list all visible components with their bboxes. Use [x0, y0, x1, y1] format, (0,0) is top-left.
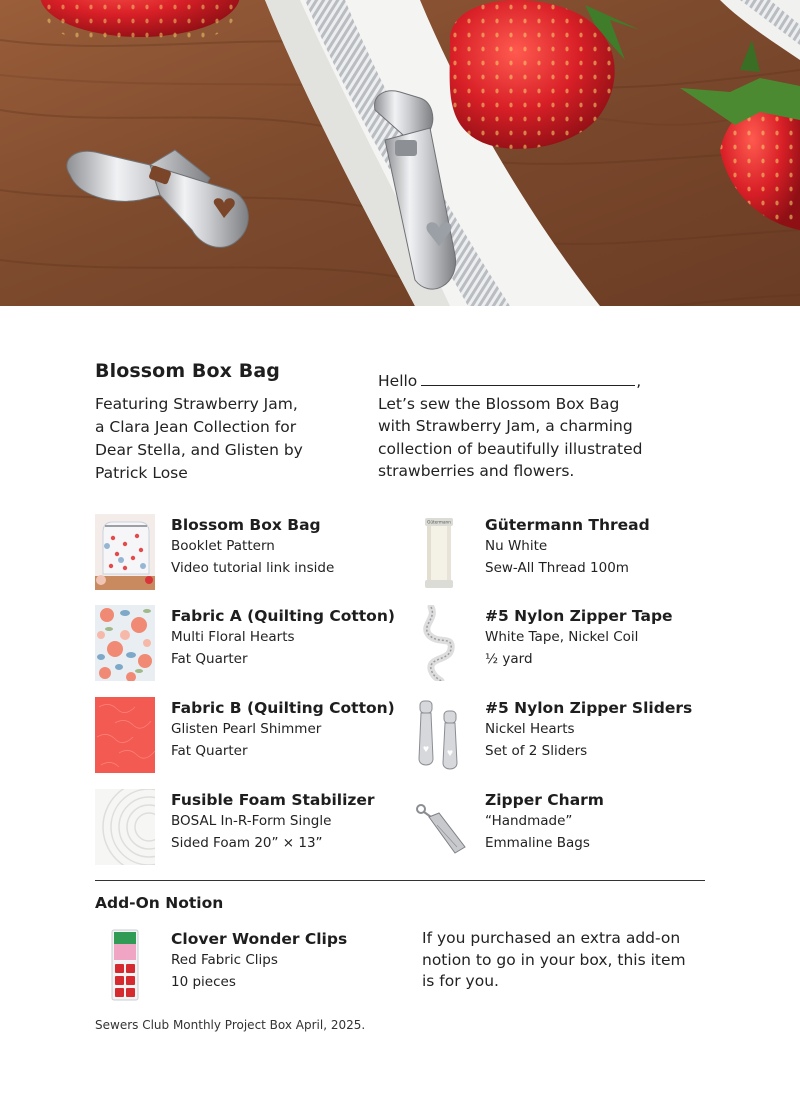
greeting-message — [378, 370, 718, 483]
message-line: collection of beautifully illustrated — [378, 439, 643, 458]
greeting-comma: , — [636, 372, 642, 390]
item-title: Gütermann Thread — [485, 516, 650, 534]
item-text — [171, 697, 411, 762]
item-gutermann-thread — [409, 514, 719, 594]
addon-note — [422, 928, 722, 993]
hero-photo — [0, 0, 800, 306]
item-text — [485, 789, 725, 854]
coral-fabric-icon — [95, 697, 155, 773]
section-divider — [95, 880, 705, 881]
footer-note: Sewers Club Monthly Project Box April, 2025. — [95, 1018, 366, 1032]
message-line: strawberries and flowers. — [378, 462, 575, 481]
item-title: Fusible Foam Stabilizer — [171, 791, 375, 809]
item-text — [171, 928, 411, 993]
addon-heading: Add-On Notion — [95, 894, 224, 912]
item-text — [171, 605, 411, 670]
item-text — [485, 697, 725, 762]
item-foam-stabilizer — [95, 789, 405, 869]
item-detail: 10 pieces — [171, 973, 236, 990]
item-detail: Fat Quarter — [171, 742, 248, 759]
item-title: Blossom Box Bag — [171, 516, 321, 534]
foam-roll-icon — [95, 789, 155, 865]
item-detail: Sew-All Thread 100m — [485, 559, 629, 576]
item-title: Fabric A (Quilting Cotton) — [171, 607, 395, 625]
intro-left — [95, 360, 355, 485]
item-detail: Video tutorial link inside — [171, 559, 335, 576]
item-zipper-sliders — [409, 697, 719, 777]
greeting-line — [378, 370, 718, 393]
item-title: #5 Nylon Zipper Tape — [485, 607, 673, 625]
subtitle-line: Patrick Lose — [95, 464, 188, 482]
item-detail: Red Fabric Clips — [171, 952, 278, 968]
item-blossom-box-bag — [95, 514, 405, 594]
addon-note-line: If you purchased an extra add-on — [422, 929, 681, 947]
item-detail: Multi Floral Hearts — [171, 629, 295, 645]
message-line: Let’s sew the Blossom Box Bag — [378, 394, 620, 413]
item-title: #5 Nylon Zipper Sliders — [485, 699, 693, 717]
item-wonder-clips — [95, 928, 405, 1008]
item-fabric-a — [95, 605, 405, 685]
item-detail: Glisten Pearl Shimmer — [171, 721, 322, 737]
addon-note-line: notion to go in your box, this item — [422, 950, 686, 969]
hero-photo-illustration — [0, 0, 800, 306]
item-detail: BOSAL In-R-Form Single — [171, 813, 332, 829]
wonder-clips-icon — [95, 928, 155, 1004]
item-detail: White Tape, Nickel Coil — [485, 629, 639, 645]
item-title: Clover Wonder Clips — [171, 930, 348, 948]
item-text — [485, 605, 725, 670]
item-text — [171, 514, 411, 579]
item-text — [485, 514, 725, 579]
item-fabric-b — [95, 697, 405, 777]
thread-brand-label: Gütermann — [427, 519, 451, 525]
name-blank-line — [421, 372, 635, 386]
item-detail: ½ yard — [485, 650, 533, 667]
item-detail: Fat Quarter — [171, 650, 248, 667]
item-detail: Nickel Hearts — [485, 721, 575, 737]
bag-photo-icon — [95, 514, 155, 590]
zipper-tape-icon — [409, 605, 469, 681]
item-text — [171, 789, 411, 854]
zipper-sliders-icon — [409, 697, 469, 773]
item-zipper-tape — [409, 605, 719, 685]
greeting-text: Hello — [378, 372, 418, 390]
page-title: Blossom Box Bag — [95, 360, 280, 382]
item-detail: Set of 2 Sliders — [485, 742, 588, 759]
item-zipper-charm — [409, 789, 719, 869]
item-title: Fabric B (Quilting Cotton) — [171, 699, 395, 717]
item-detail: Sided Foam 20” × 13” — [171, 834, 323, 851]
thread-spool-icon — [409, 514, 469, 590]
subtitle-line: a Clara Jean Collection for — [95, 418, 297, 436]
message-line: with Strawberry Jam, a charming — [378, 417, 633, 436]
zipper-charm-icon — [409, 789, 469, 865]
item-title: Zipper Charm — [485, 791, 604, 809]
item-detail: Emmaline Bags — [485, 834, 590, 851]
subtitle-line: Dear Stella, and Glisten by — [95, 441, 303, 459]
addon-note-line: is for you. — [422, 972, 499, 990]
item-detail: Nu White — [485, 538, 548, 554]
item-detail: “Handmade” — [485, 813, 573, 829]
subtitle — [95, 393, 355, 485]
floral-fabric-icon — [95, 605, 155, 681]
item-detail: Booklet Pattern — [171, 538, 275, 554]
subtitle-line: Featuring Strawberry Jam, — [95, 395, 298, 413]
